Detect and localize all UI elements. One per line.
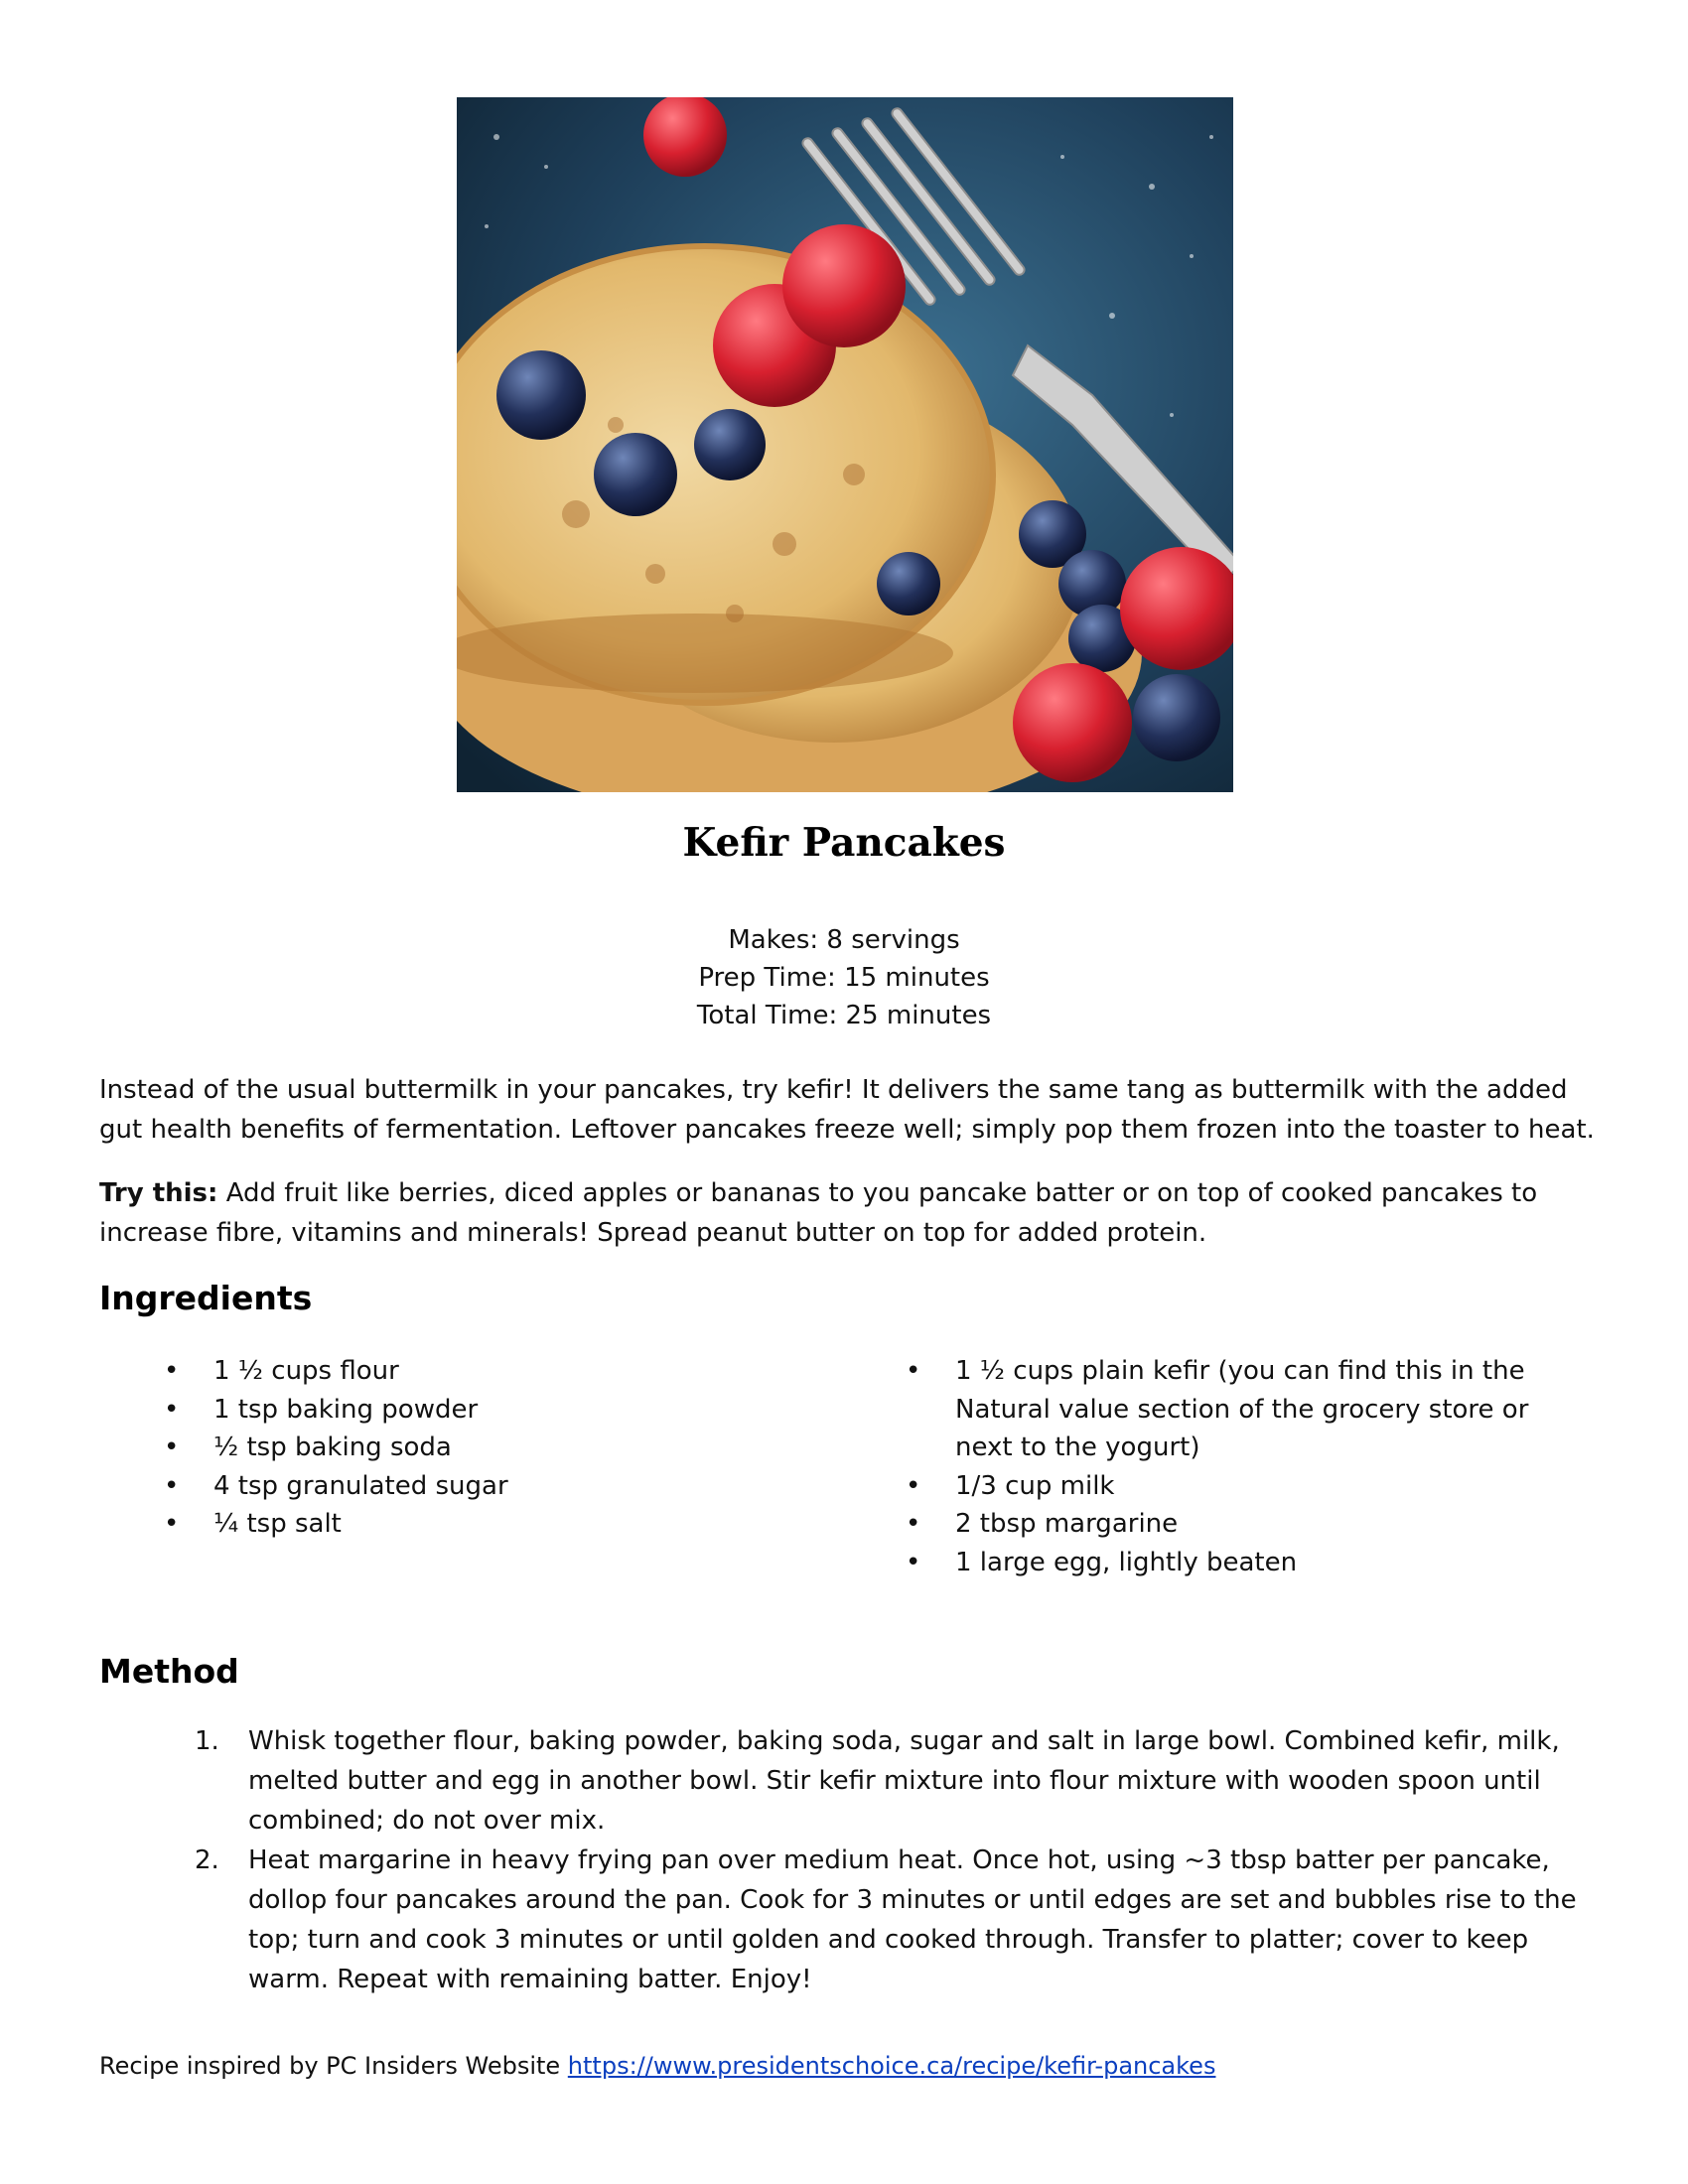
recipe-meta bbox=[0, 921, 1688, 1034]
step-text: Whisk together flour, baking powder, baking soda, sugar and salt in large bowl. Combined kefir, milk, melted butter and egg in another bowl. Stir kefir mixture into flour mixture with wooden spoon until combined; do not over mix. bbox=[248, 1726, 1560, 1836]
prep-time: Prep Time: 15 minutes bbox=[698, 963, 990, 993]
try-this-text: Add fruit like berries, diced apples or bananas to you pancake batter or on top of cooked pancakes to increase fibre, vitamins and minerals! Spread peanut butter on top for added protein. bbox=[99, 1178, 1538, 1248]
list-item: • 2 tbsp margarine bbox=[906, 1505, 1581, 1544]
total-time: Total Time: 25 minutes bbox=[696, 1001, 992, 1030]
try-this-paragraph bbox=[99, 1173, 1609, 1253]
footer-prefix: Recipe inspired by PC Insiders Website bbox=[99, 2052, 568, 2080]
makes-servings: Makes: 8 servings bbox=[728, 925, 960, 955]
list-item: • 1 tsp baking powder bbox=[164, 1391, 740, 1430]
list-item: • ¼ tsp salt bbox=[164, 1505, 740, 1544]
recipe-source-footer bbox=[99, 2049, 1215, 2083]
step-number: 2. bbox=[195, 1845, 219, 1875]
method-step bbox=[195, 1721, 1595, 1841]
step-number: 1. bbox=[195, 1726, 219, 1756]
pancakes-photo bbox=[457, 97, 1233, 792]
source-link[interactable]: https://www.presidentschoice.ca/recipe/kefir-pancakes bbox=[567, 2052, 1216, 2080]
ingredients-heading: Ingredients bbox=[99, 1279, 313, 1317]
ingredients-list-left bbox=[164, 1352, 740, 1544]
list-item: • 1 ½ cups flour bbox=[164, 1352, 740, 1391]
list-item: • 1 large egg, lightly beaten bbox=[906, 1544, 1581, 1582]
list-item: • 4 tsp granulated sugar bbox=[164, 1467, 740, 1506]
ingredients-list-right bbox=[906, 1352, 1581, 1581]
step-text: Heat margarine in heavy frying pan over medium heat. Once hot, using ~3 tbsp batter per pancake, dollop four pancakes around the pan. Cook for 3 minutes or until edges are set and bubbles rise to the top; turn and cook 3 minutes or until golden and cooked through. Transfer to platter; cover to keep warm. Repeat with remaining batter. Enjoy! bbox=[248, 1845, 1577, 1994]
method-steps bbox=[195, 1721, 1595, 1999]
list-item: • 1/3 cup milk bbox=[906, 1467, 1581, 1506]
list-item: • 1 ½ cups plain kefir (you can find this in the Natural value section of the grocery store or next to the yogurt) bbox=[906, 1352, 1581, 1467]
intro-paragraph: Instead of the usual buttermilk in your pancakes, try kefir! It delivers the same tang as buttermilk with the added gut health benefits of fermentation. Leftover pancakes freeze well; simply pop them frozen into the toaster to heat. bbox=[99, 1075, 1595, 1145]
list-item: • ½ tsp baking soda bbox=[164, 1429, 740, 1467]
recipe-title: Kefir Pancakes bbox=[682, 820, 1006, 866]
method-heading: Method bbox=[99, 1652, 239, 1691]
try-this-label: Try this: bbox=[99, 1178, 218, 1208]
method-step bbox=[195, 1841, 1595, 1999]
